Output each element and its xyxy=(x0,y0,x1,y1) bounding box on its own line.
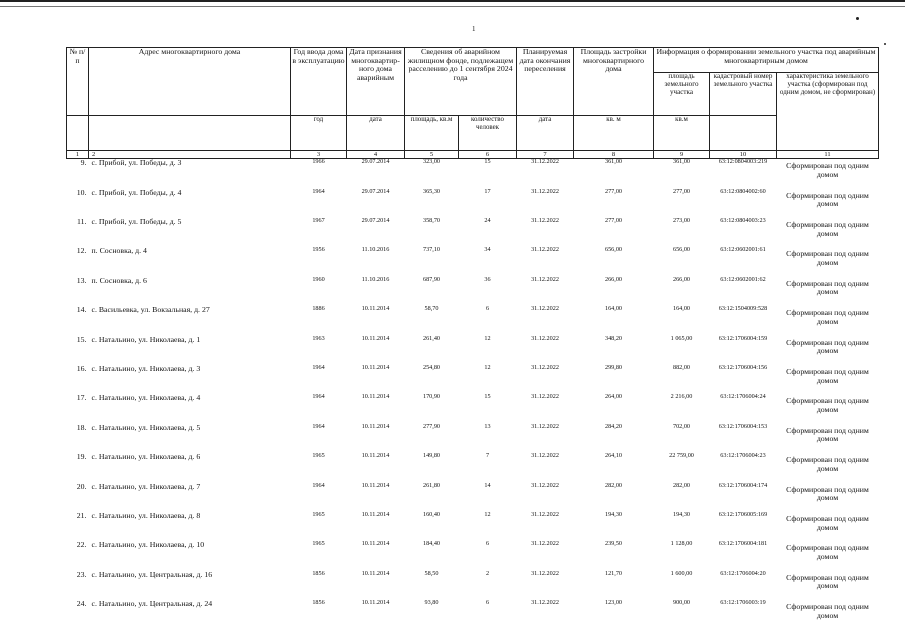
address-cell: с. Натальино, ул. Николаева, д. 10 xyxy=(91,541,205,550)
header-planned-date: Планируемая дата окончания переселения xyxy=(517,48,574,116)
col-number: 11 xyxy=(777,151,879,159)
planned-date-cell: 31.12.2022 xyxy=(531,306,559,313)
col-number: 1 xyxy=(67,151,89,159)
col-number: 8 xyxy=(574,151,654,159)
row-number: 11. xyxy=(77,218,87,227)
cadastral-number-cell: 63:12:1504009:528 xyxy=(718,306,768,313)
address-cell: с. Натальино, ул. Центральная, д. 24 xyxy=(91,600,213,609)
row-number: 14. xyxy=(76,306,87,315)
table-row xyxy=(67,541,879,570)
cadastral-number-cell: 63:12:0602001:61 xyxy=(720,247,766,254)
cadastral-number-cell: 63:12:1706004:24 xyxy=(720,394,766,401)
building-area-cell: 277,00 xyxy=(604,218,622,225)
building-area-cell: 348,20 xyxy=(604,335,622,342)
housing-area-cell: 261,40 xyxy=(422,335,440,342)
cadastral-number-cell: 63:12:1706005:169 xyxy=(718,511,768,518)
row-number: 12. xyxy=(76,247,87,256)
address-cell: с. Васильевка, ул. Вокзальная, д. 27 xyxy=(91,306,210,315)
land-area-cell: 277,00 xyxy=(672,188,690,195)
planned-date-cell: 31.12.2022 xyxy=(531,394,559,401)
building-area-cell: 194,30 xyxy=(604,511,622,518)
land-area-cell: 273,00 xyxy=(672,218,690,225)
planned-date-cell: 31.12.2022 xyxy=(531,276,559,283)
land-characteristic-cell: Сформирован под одним домом xyxy=(786,396,869,414)
cadastral-number-cell: 63:12:0804002:60 xyxy=(720,188,766,195)
address-cell: с. Натальино, ул. Николаева, д. 3 xyxy=(91,365,201,373)
unit-people: количество человек xyxy=(459,116,517,151)
land-characteristic-cell: Сформирован под одним домом xyxy=(786,367,869,385)
people-count-cell: 17 xyxy=(484,188,491,195)
cadastral-number-cell: 63:12:1706004:181 xyxy=(718,541,768,548)
col-number: 3 xyxy=(291,151,347,159)
cadastral-number-cell: 63:12:0602001:62 xyxy=(720,276,766,283)
address-cell: с. Натальино, ул. Николаева, д. 8 xyxy=(91,511,201,520)
land-area-cell: 266,00 xyxy=(672,276,690,283)
building-area-cell: 361,00 xyxy=(604,158,622,166)
col-number: 4 xyxy=(347,151,405,159)
land-area-cell: 702,00 xyxy=(672,423,690,430)
cadastral-number-cell: 63:12:1706004:23 xyxy=(720,453,766,460)
building-area-cell: 164,00 xyxy=(604,306,622,313)
building-area-cell: 121,70 xyxy=(604,570,622,577)
table-row xyxy=(67,512,879,541)
header-address: Адрес многоквартирного дома xyxy=(89,48,291,116)
land-characteristic-cell: Сформирован под одним домом xyxy=(786,543,869,561)
table-row xyxy=(67,218,879,247)
planned-date-cell: 31.12.2022 xyxy=(531,541,559,548)
planned-date-cell: 31.12.2022 xyxy=(531,158,559,166)
planned-date-cell: 31.12.2022 xyxy=(531,423,559,430)
cadastral-number-cell: 63:12:1706004:156 xyxy=(718,365,768,371)
unit-date: дата xyxy=(347,116,405,151)
address-cell: с. Прибой, ул. Победы, д. 4 xyxy=(91,188,182,197)
table-row xyxy=(67,424,879,453)
land-area-cell: 282,00 xyxy=(672,482,690,489)
year-cell: 1965 xyxy=(312,453,325,460)
table-row xyxy=(67,189,879,218)
year-cell: 1964 xyxy=(312,423,325,430)
table-row xyxy=(67,159,879,189)
building-area-cell: 282,00 xyxy=(604,482,622,489)
year-cell: 1886 xyxy=(312,306,325,313)
scan-edge-top xyxy=(0,0,905,2)
building-area-cell: 123,00 xyxy=(604,600,622,607)
unit-sqm-land: кв.м xyxy=(654,116,710,151)
emergency-housing-table xyxy=(66,47,879,630)
planned-date-cell: 31.12.2022 xyxy=(531,247,559,254)
table-row xyxy=(67,394,879,423)
table-row xyxy=(67,483,879,512)
housing-area-cell: 58,70 xyxy=(424,306,439,313)
emergency-date-cell: 10.11.2014 xyxy=(361,482,390,489)
land-characteristic-cell: Сформирован под одним домом xyxy=(786,572,869,591)
housing-area-cell: 160,40 xyxy=(422,511,440,518)
unit-area: площадь, кв.м xyxy=(405,116,459,151)
cadastral-number-cell: 63:12:1706004:174 xyxy=(718,482,768,489)
unit-empty xyxy=(67,116,89,151)
housing-area-cell: 737,10 xyxy=(422,247,440,254)
row-number: 21. xyxy=(76,511,87,520)
unit-planned-date: дата xyxy=(517,116,574,151)
planned-date-cell: 31.12.2022 xyxy=(531,600,559,607)
address-cell: п. Сосновка, д. 6 xyxy=(91,276,147,285)
emergency-date-cell: 10.11.2014 xyxy=(361,394,390,401)
building-area-cell: 264,00 xyxy=(604,394,622,401)
land-characteristic-cell: Сформирован под одним домом xyxy=(786,337,869,356)
address-cell: с. Натальино, ул. Николаева, д. 1 xyxy=(91,335,201,344)
land-characteristic-cell: Сформирован под одним домом xyxy=(786,513,869,532)
address-cell: с. Натальино, ул. Николаева, д. 4 xyxy=(91,394,201,403)
unit-sqm: кв. м xyxy=(574,116,654,151)
row-number: 10. xyxy=(76,188,87,197)
table-row xyxy=(67,600,879,629)
housing-area-cell: 323,00 xyxy=(422,158,440,166)
land-characteristic-cell: Сформирован под одним домом xyxy=(786,161,869,179)
emergency-date-cell: 11.10.2016 xyxy=(361,276,390,283)
planned-date-cell: 31.12.2022 xyxy=(531,335,559,342)
table-row xyxy=(67,365,879,394)
page-number: 1 xyxy=(472,25,476,33)
building-area-cell: 266,00 xyxy=(604,276,622,283)
housing-area-cell: 93,80 xyxy=(424,600,439,607)
col-number: 7 xyxy=(517,151,574,159)
people-count-cell: 12 xyxy=(484,511,491,518)
land-characteristic-cell: Сформирован под одним домом xyxy=(786,249,869,267)
year-cell: 1856 xyxy=(312,600,325,607)
row-number: 22. xyxy=(76,541,87,550)
land-area-cell: 656,00 xyxy=(672,247,690,254)
housing-area-cell: 149,80 xyxy=(422,453,440,460)
emergency-date-cell: 29.07.2014 xyxy=(361,218,390,225)
year-cell: 1960 xyxy=(312,276,325,283)
planned-date-cell: 31.12.2022 xyxy=(531,570,559,577)
people-count-cell: 12 xyxy=(484,335,491,342)
emergency-date-cell: 10.11.2014 xyxy=(361,600,390,607)
year-cell: 1964 xyxy=(312,188,325,195)
row-number: 19. xyxy=(76,453,87,462)
emergency-date-cell: 29.07.2014 xyxy=(361,188,390,195)
land-characteristic-cell: Сформирован под одним домом xyxy=(786,308,869,326)
land-characteristic-cell: Сформирован под одним домом xyxy=(786,190,869,209)
row-number: 17. xyxy=(76,394,87,403)
year-cell: 1966 xyxy=(312,158,325,166)
people-count-cell: 6 xyxy=(485,306,490,313)
address-cell: с. Натальино, ул. Центральная, д. 16 xyxy=(91,570,213,579)
emergency-date-cell: 10.11.2014 xyxy=(361,541,390,548)
header-building-area: Площадь застройки многоквартирного дома xyxy=(574,48,654,116)
land-area-cell: 22 759,00 xyxy=(669,453,694,460)
emergency-date-cell: 10.11.2014 xyxy=(361,365,390,371)
emergency-date-cell: 10.11.2014 xyxy=(361,335,390,342)
table-row xyxy=(67,453,879,482)
address-cell: с. Натальино, ул. Николаева, д. 7 xyxy=(91,482,201,491)
people-count-cell: 36 xyxy=(484,276,491,283)
people-count-cell: 14 xyxy=(484,482,491,489)
cadastral-number-cell: 63:12:0804003:219 xyxy=(718,158,768,166)
header-num: № п/п xyxy=(67,48,89,116)
address-cell: с. Прибой, ул. Победы, д. 5 xyxy=(91,218,182,227)
table-row xyxy=(67,336,879,365)
housing-area-cell: 365,30 xyxy=(422,188,440,195)
year-cell: 1964 xyxy=(312,482,325,489)
emergency-date-cell: 10.11.2014 xyxy=(361,306,390,313)
unit-year: год xyxy=(291,116,347,151)
housing-area-cell: 687,90 xyxy=(422,276,440,283)
housing-area-cell: 254,80 xyxy=(422,365,440,371)
row-number: 15. xyxy=(76,335,87,344)
building-area-cell: 277,00 xyxy=(604,188,622,195)
land-area-cell: 1 128,00 xyxy=(670,541,693,548)
planned-date-cell: 31.12.2022 xyxy=(531,218,559,225)
year-cell: 1964 xyxy=(312,394,325,401)
unit-empty xyxy=(710,116,777,151)
address-cell: с. Прибой, ул. Победы, д. 3 xyxy=(91,158,182,168)
land-area-cell: 900,00 xyxy=(672,600,690,607)
housing-area-cell: 358,70 xyxy=(422,218,440,225)
land-characteristic-cell: Сформирован под одним домом xyxy=(786,484,869,503)
row-number: 13. xyxy=(76,276,87,285)
scan-speck xyxy=(884,43,886,45)
col-number: 2 xyxy=(89,151,291,159)
land-area-cell: 194,30 xyxy=(672,511,690,518)
address-cell: с. Натальино, ул. Николаева, д. 5 xyxy=(91,423,201,432)
emergency-date-cell: 10.11.2014 xyxy=(361,570,390,577)
unit-empty xyxy=(89,116,291,151)
land-area-cell: 361,00 xyxy=(672,158,690,166)
header-land-info: Информация о формировании земельного участка под аварийным многоквартирным домом xyxy=(654,48,879,73)
people-count-cell: 24 xyxy=(484,218,491,225)
building-area-cell: 299,80 xyxy=(604,365,622,371)
housing-area-cell: 58,50 xyxy=(424,570,439,577)
cadastral-number-cell: 63:12:0804003:23 xyxy=(720,218,766,225)
year-cell: 1965 xyxy=(312,511,325,518)
col-number: 6 xyxy=(459,151,517,159)
cadastral-number-cell: 63:12:1706003:19 xyxy=(720,600,766,607)
emergency-date-cell: 11.10.2016 xyxy=(361,247,390,254)
land-characteristic-cell: Сформирован под одним домом xyxy=(786,220,869,238)
row-number: 16. xyxy=(76,365,87,373)
land-area-cell: 2 216,00 xyxy=(670,394,693,401)
people-count-cell: 15 xyxy=(484,158,491,166)
emergency-date-cell: 10.11.2014 xyxy=(361,511,390,518)
planned-date-cell: 31.12.2022 xyxy=(531,482,559,489)
land-characteristic-cell: Сформирован под одним домом xyxy=(786,602,869,620)
cadastral-number-cell: 63:12:1706004:153 xyxy=(718,423,768,430)
row-number: 20. xyxy=(76,482,87,491)
year-cell: 1967 xyxy=(312,218,325,225)
emergency-date-cell: 29.07.2014 xyxy=(361,158,390,166)
row-number: 18. xyxy=(76,423,87,432)
people-count-cell: 2 xyxy=(485,570,490,577)
table-row xyxy=(67,306,879,335)
row-number: 23. xyxy=(76,570,87,579)
housing-area-cell: 170,90 xyxy=(422,394,440,401)
table-row xyxy=(67,247,879,276)
building-area-cell: 284,20 xyxy=(604,423,622,430)
land-area-cell: 1 600,00 xyxy=(670,570,693,577)
land-characteristic-cell: Сформирован под одним домом xyxy=(786,425,869,444)
table-row xyxy=(67,571,879,600)
emergency-date-cell: 10.11.2014 xyxy=(361,423,390,430)
emergency-date-cell: 10.11.2014 xyxy=(361,453,390,460)
people-count-cell: 34 xyxy=(484,247,491,254)
building-area-cell: 264,10 xyxy=(604,453,622,460)
col-number: 10 xyxy=(710,151,777,159)
planned-date-cell: 31.12.2022 xyxy=(531,511,559,518)
land-characteristic-cell: Сформирован под одним домом xyxy=(786,455,869,473)
scan-edge-line xyxy=(0,6,905,7)
year-cell: 1963 xyxy=(312,335,325,342)
header-cadastral: кадастровый номер земельного участка xyxy=(710,73,777,116)
scan-speck xyxy=(856,17,859,20)
table-row xyxy=(67,277,879,306)
people-count-cell: 15 xyxy=(484,394,491,401)
planned-date-cell: 31.12.2022 xyxy=(531,365,559,371)
header-land-characteristic: характеристика земельного участка (сформирован под одним домом, не сформирован) xyxy=(777,73,879,151)
land-area-cell: 164,00 xyxy=(672,306,690,313)
people-count-cell: 13 xyxy=(484,423,491,430)
row-number: 24. xyxy=(76,600,87,609)
people-count-cell: 12 xyxy=(484,365,491,371)
year-cell: 1856 xyxy=(312,570,325,577)
header-emergency-date: Дата признания многоквартир-ного дома аварийным xyxy=(347,48,405,116)
building-area-cell: 239,50 xyxy=(604,541,622,548)
people-count-cell: 6 xyxy=(485,600,490,607)
building-area-cell: 656,00 xyxy=(604,247,622,254)
people-count-cell: 7 xyxy=(485,453,490,460)
planned-date-cell: 31.12.2022 xyxy=(531,188,559,195)
header-housing-info: Сведения об аварийном жилищном фонде, подлежащем расселению до 1 сентября 2024 года xyxy=(405,48,517,116)
housing-area-cell: 277,90 xyxy=(422,423,440,430)
cadastral-number-cell: 63:12:1706004:159 xyxy=(718,335,768,342)
header-year-built: Год ввода дома в эксплуатацию xyxy=(291,48,347,116)
housing-area-cell: 261,80 xyxy=(422,482,440,489)
col-number: 5 xyxy=(405,151,459,159)
land-area-cell: 882,00 xyxy=(672,365,690,371)
address-cell: п. Сосновка, д. 4 xyxy=(91,247,147,256)
cadastral-number-cell: 63:12:1706004:20 xyxy=(720,570,766,577)
address-cell: с. Натальино, ул. Николаева, д. 6 xyxy=(91,453,201,462)
housing-area-cell: 184,40 xyxy=(422,541,440,548)
planned-date-cell: 31.12.2022 xyxy=(531,453,559,460)
year-cell: 1956 xyxy=(312,247,325,254)
land-area-cell: 1 065,00 xyxy=(670,335,693,342)
land-characteristic-cell: Сформирован под одним домом xyxy=(786,278,869,297)
year-cell: 1965 xyxy=(312,541,325,548)
header-land-area: площадь земельного участка xyxy=(654,73,710,116)
people-count-cell: 6 xyxy=(485,541,490,548)
year-cell: 1964 xyxy=(312,365,325,371)
row-number: 9. xyxy=(80,158,87,168)
col-number: 9 xyxy=(654,151,710,159)
